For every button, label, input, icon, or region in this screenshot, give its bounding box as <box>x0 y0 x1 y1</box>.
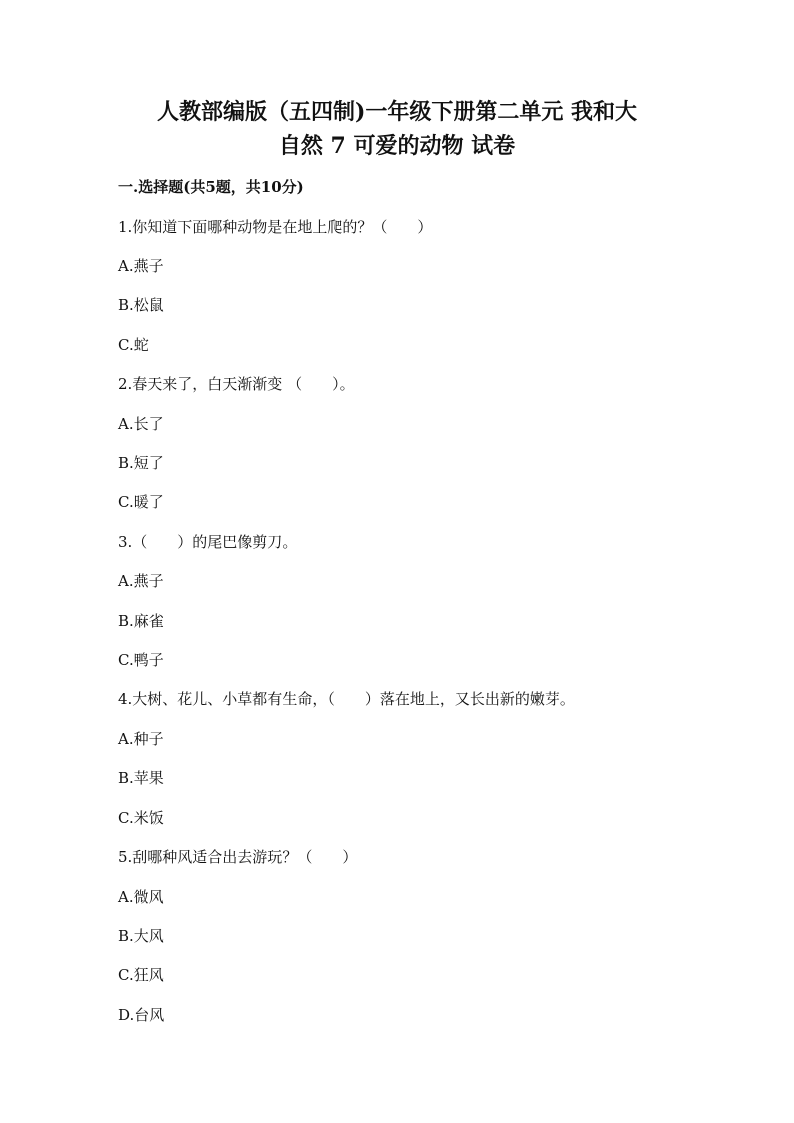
question-4-option-b: B.苹果 <box>118 769 164 787</box>
section-heading: 一.选择题(共5题，共10分) <box>118 178 304 196</box>
question-4-option-c: C.米饭 <box>118 809 164 827</box>
question-1-stem: 1.你知道下面哪种动物是在地上爬的？（ ） <box>118 218 433 236</box>
title-line-2: 自然 7 可爱的动物 试卷 <box>278 133 516 159</box>
question-2-stem: 2.春天来了，白天渐渐变 （ ）。 <box>118 375 355 393</box>
question-3-option-a: A.燕子 <box>118 572 164 590</box>
question-1-option-b: B.松鼠 <box>118 296 164 314</box>
question-1-option-c: C.蛇 <box>118 336 149 354</box>
question-2-option-a: A.长了 <box>118 415 164 433</box>
question-2-option-c: C.暖了 <box>118 493 164 511</box>
question-3-stem: 3.（ ）的尾巴像剪刀。 <box>118 533 298 551</box>
question-5-option-b: B.大风 <box>118 927 164 945</box>
question-5-stem: 5.刮哪种风适合出去游玩？（ ） <box>118 848 358 866</box>
question-2-option-b: B.短了 <box>118 454 164 472</box>
question-1-option-a: A.燕子 <box>118 257 164 275</box>
question-3-option-c: C.鸭子 <box>118 651 164 669</box>
title-line-1: 人教部编版（五四制)一年级下册第二单元 我和大 <box>156 99 638 125</box>
question-5-option-c: C.狂风 <box>118 966 164 984</box>
question-3-option-b: B.麻雀 <box>118 612 164 630</box>
question-4-option-a: A.种子 <box>118 730 164 748</box>
question-5-option-d: D.台风 <box>118 1006 165 1024</box>
question-4-stem: 4.大树、花儿、小草都有生命，（ ）落在地上，又长出新的嫩芽。 <box>118 690 575 708</box>
question-5-option-a: A.微风 <box>118 888 164 906</box>
